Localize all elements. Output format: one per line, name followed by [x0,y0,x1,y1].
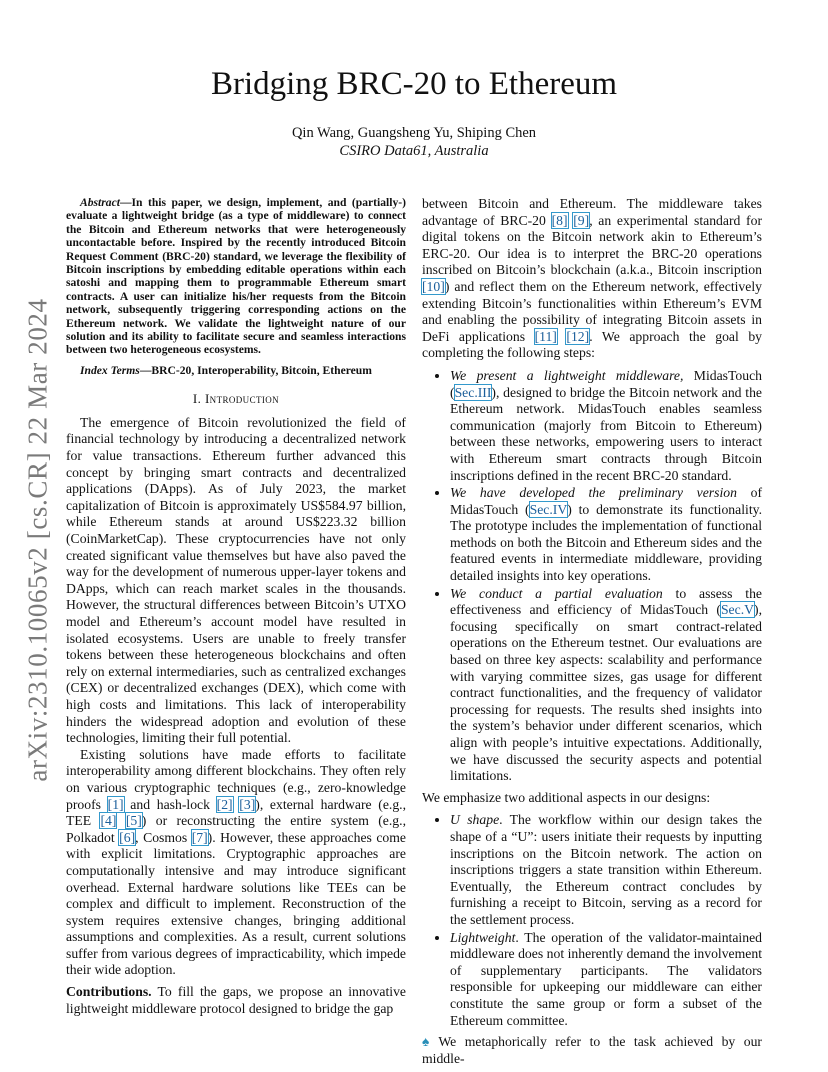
section-heading-introduction [66,391,406,408]
text-span: ), focusing specifically on smart contract-related operations on the Ethereum testnet. Our evaluations are based on three key aspects: scalability and performance with varying committee sizes, gas usage for different contract functionalities, and the frequency of validator processing for requests. The results shed insights into the system’s behavior under different scenarios, which align with people’s intuitive expectations. Additionally, we have discussed the security aspects and potential limitations. [450,602,762,784]
text-span: ). However, these approaches come with explicit limitations. Cryptographic approaches are computationally intensive and may introduce significant overhead. External hardware solutions like TEEs can be complex and difficult to implement. Reconstruction of the system requires extensive changes, bringing additional assumptions and complexities. As a result, current solutions suffer from various degrees of impracticability, which impede their wide adoption. [66,829,406,978]
text-span: We metaphorically refer to the task achieved by our middle- [422,1034,762,1066]
section-number: I. [192,391,205,407]
abstract-label: Abstract [80,196,120,209]
arxiv-identifier: arXiv:2310.10065v2 [cs.CR] 22 Mar 2024 [22,298,53,782]
text-span: MidasTouch ( [450,367,763,400]
list-item [450,485,762,585]
text-span: between Bitcoin and Ethereum. The middleware takes advantage of BRC-20 [422,196,762,228]
text-span: to assess the effectiveness and efficiency of MidasTouch ( [450,585,763,618]
text-span: . The workflow within our design takes the shape of a “U”: users initiate their requests by inputting inscriptions on the Bitcoin network. The action on inscriptions triggers a state transition within Ethereum. Eventually, the Ethereum contract concludes by furnishing a receipt to Bitcoin, serving as a record for the settlement process. [450,812,762,927]
citation-link[interactable]: [10] [422,278,445,294]
step-lead: We conduct a partial evaluation [450,585,663,601]
text-span: . The operation of the validator-maintained middleware does not inherently demand the involvement of supplementary participants. The validators responsible for upkeeping our middleware can either constitute the same group or form a subset of the Ethereum committee. [450,929,762,1028]
paper-title: Bridging BRC-20 to Ethereum [210,66,618,102]
abstract-text: —In this paper, we design, implement, and (partially-) evaluate a lightweight bridge (as a type of middleware) to connect the Bitcoin and Ethereum networks that were heterogeneously uncontactable before. Inspired by the recently introduced Bitcoin Request Comment (BRC-20) standard, we leverage the flexibility of Bitcoin inscriptions by embedding editable operations within each satoshi and mapping them to programmable Ethereum smart contracts. A user can initialize his/her requests from the Bitcoin network, subsequently triggering corresponding actions on the Ethereum network. We validate the lightweight nature of our solution and its ability to facilitate secure and seamless interactions between two heterogeneous ecosystems. [66,196,406,357]
left-column [66,196,406,1017]
text-span: , an experimental standard for digital tokens on the Bitcoin network akin to Ethereum’s ERC-20. Our idea is to interpret the BRC-20 operations inscribed on Bitcoin’s blockchain (a.k.a., Bitcoin inscription [422,212,763,278]
text-span: and hash-lock [123,796,217,812]
intro-paragraph-1: The emergence of Bitcoin revolutionized the field of financial technology by introducing a decentralized network for value transactions. Ethereum further advanced this concept by bringing smart contracts and decentralized applications (DApps). As of July 2023, the market capitalization of Bitcoin is approximately US$584.97 billion, while Ethereum stands at around US$223.32 billion (CoinMarketCap). These cryptocurrencies have not only created significant value themselves but have also paved the way for the development of numerous upper-layer tokens and DApps, which can reach market scales in the thousands. However, the structural differences between Bitcoin’s UTXO model and Ethereum’s account model have resulted in isolated ecosystems. Users are unable to freely transfer tokens between these heterogeneous blockchains and often rely on external intermediaries, such as centralized exchanges (CEX) or decentralized exchanges (DEX), which come with high costs and limitations. This lack of interoperability hinders the widespread adoption and evolution of these technologies, limiting their full potential. [66,414,406,746]
citation-link[interactable]: [2] [216,796,233,812]
step-lead: We present a lightweight middleware, [450,367,684,383]
right-paragraph-1 [422,196,762,362]
arxiv-identifier-sidebar [8,180,68,900]
contributions-paragraph [66,984,406,1017]
text-span: Existing solutions have made efforts to facilitate interoperability among different blockchains. They often rely on various cryptographic techniques (e.g., zero-knowledge proofs [66,746,406,812]
text-span: ) to demonstrate its functionality. The prototype includes the implementation of functional methods on both the Bitcoin and Ethereum sides and the featured events in intermediate middleware, providing detailed insights into key operations. [450,501,762,584]
section-link[interactable]: Sec.IV [529,501,568,517]
aspect-lead: Lightweight [450,929,516,945]
text-span: . We approach the goal by completing the following steps: [422,328,763,361]
list-item [450,812,762,928]
citation-link[interactable]: [5] [125,813,142,829]
citation-link[interactable]: [11] [534,328,557,344]
index-terms-label: Index Terms [80,363,140,377]
index-terms [66,364,406,377]
text-span: of MidasTouch ( [450,485,763,517]
emphasize-paragraph: We emphasize two additional aspects in our designs: [422,789,711,805]
section-link[interactable]: Sec.V [720,602,755,618]
citation-link[interactable]: [6] [119,829,136,845]
spade-icon: ♠ [422,1034,435,1050]
citation-link[interactable]: [8] [551,212,568,228]
step-lead: We have developed the preliminary version [450,485,737,501]
paper-authors: Qin Wang, Guangsheng Yu, Shiping Chen [291,125,537,141]
citation-link[interactable]: [9] [573,212,590,228]
citation-link[interactable]: [7] [191,829,208,845]
list-item [450,930,762,1030]
list-item [450,368,762,484]
section-name: Introduction [204,391,280,407]
citation-link[interactable]: [4] [100,813,117,829]
text-span: ) or reconstructing the entire system (e.g., Polkadot [66,813,406,845]
text-span: ), external hardware (e.g., TEE [66,796,407,829]
citation-link[interactable]: [1] [107,796,124,812]
right-column [422,196,762,1067]
paper-affiliation: CSIRO Data61, Australia [339,143,489,159]
list-item [450,586,762,785]
index-terms-text: —BRC-20, Interoperability, Bitcoin, Ethereum [139,363,372,377]
contributions-label: Contributions. [66,984,152,1000]
text-span: , Cosmos [135,829,192,845]
footnote-line [422,1034,762,1067]
intro-paragraph-2 [66,747,406,979]
citation-link[interactable]: [12] [566,328,590,344]
aspects-list [422,812,762,1029]
steps-list [422,368,762,785]
text-span: ) and reflect them on the Ethereum network, effectively extending Bitcoin’s functionalities within Ethereum’s EVM and enabling the possibility of integrating Bitcoin assets in DeFi applications [422,278,762,344]
text-span: ), designed to bridge the Bitcoin network and the Ethereum network. MidasTouch enables seamless communication (majorly from Bitcoin to Ethereum) between these networks, empowering users to interact with Ethereum smart contracts through Bitcoin inscriptions defined in the recent BRC-20 standard. [450,384,762,483]
abstract [66,196,406,357]
citation-link[interactable]: [3] [239,796,256,812]
section-link[interactable]: Sec.III [454,384,492,400]
contributions-text: To fill the gaps, we propose an innovative lightweight middleware protocol designed to bridge the gap [66,984,406,1016]
aspect-lead: U shape [450,812,500,828]
